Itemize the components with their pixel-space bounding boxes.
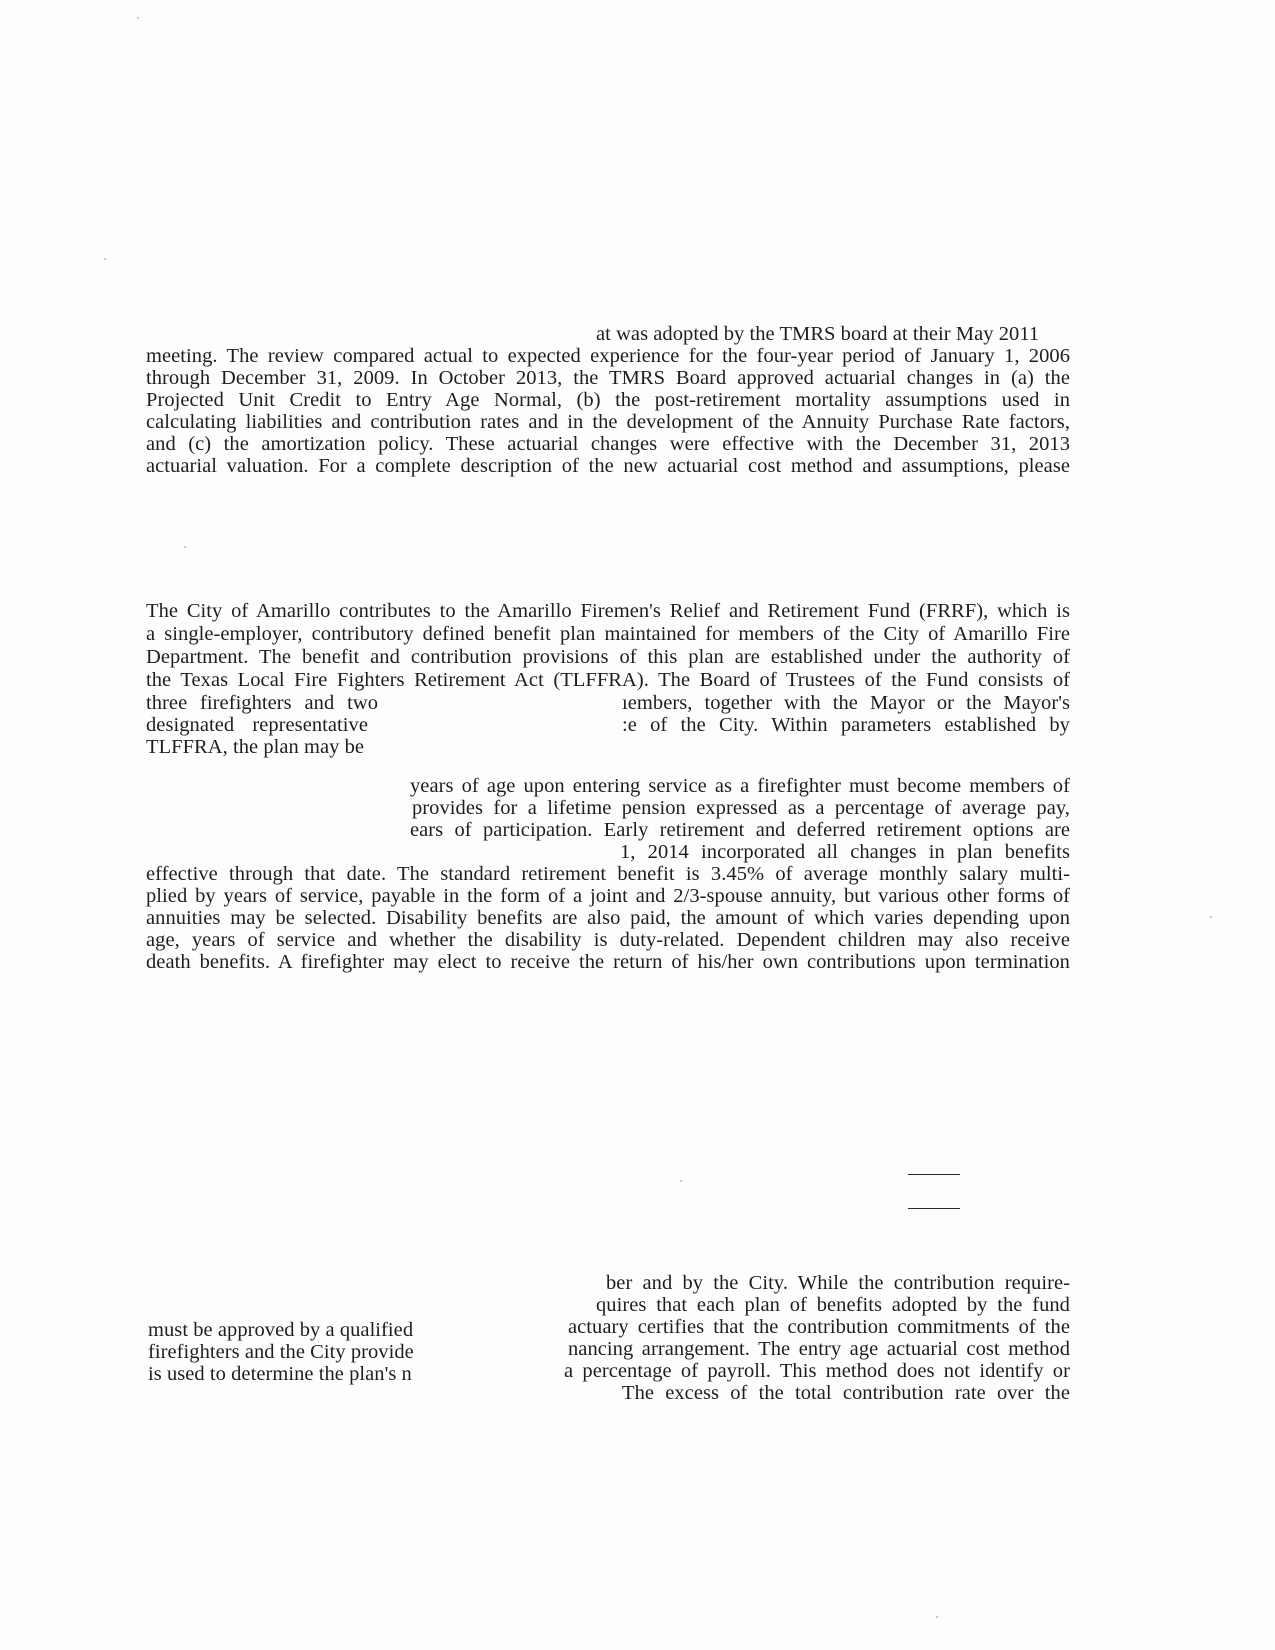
table-rule-1 bbox=[908, 1174, 960, 1175]
paragraph3-line-5: effective through that date. The standard retirement benefit is 3.45% of average monthly salary multi- bbox=[146, 863, 1070, 885]
paragraph1-line-5: calculating liabilities and contribution rates and in the development of the Annuity Purchase Rate factors, bbox=[146, 411, 1070, 433]
paragraph4-right-line-1: ber and by the City. While the contribution require- bbox=[606, 1272, 1070, 1294]
paragraph4-right-line-4: nancing arrangement. The entry age actuarial cost method bbox=[568, 1338, 1070, 1360]
scan-speck bbox=[680, 1180, 682, 1182]
paragraph2-line-5-left: three firefighters and two bbox=[146, 692, 378, 714]
scan-speck bbox=[104, 258, 106, 260]
paragraph1-line-4: Projected Unit Credit to Entry Age Normal, (b) the post-retirement mortality assumptions used in bbox=[146, 389, 1070, 411]
paragraph2-line-1: The City of Amarillo contributes to the Amarillo Firemen's Relief and Retirement Fund (FRRF), which is bbox=[146, 600, 1070, 622]
paragraph2-line-5-right: ıembers, together with the Mayor or the Mayor's bbox=[622, 692, 1070, 714]
paragraph4-right-line-2: quires that each plan of benefits adopted by the fund bbox=[596, 1294, 1070, 1316]
paragraph3-partial-line-3: ears of participation. Early retirement and deferred retirement options are bbox=[410, 819, 1070, 841]
paragraph1-line-3: through December 31, 2009. In October 2013, the TMRS Board approved actuarial changes in (a) the bbox=[146, 367, 1070, 389]
scan-speck bbox=[936, 1616, 938, 1618]
paragraph2-line-7: TLFFRA, the plan may be bbox=[146, 736, 365, 758]
scan-speck bbox=[137, 17, 139, 19]
paragraph4-right-line-6: The excess of the total contribution rate over the bbox=[622, 1382, 1070, 1404]
paragraph3-line-6: plied by years of service, payable in the form of a joint and 2/3-spouse annuity, but various other forms of bbox=[146, 885, 1070, 907]
paragraph2-line-3: Department. The benefit and contribution provisions of this plan are established under the authority of bbox=[146, 646, 1070, 668]
table-rule-2 bbox=[908, 1208, 960, 1209]
paragraph1-line-6: and (c) the amortization policy. These actuarial changes were effective with the December 31, 2013 bbox=[146, 433, 1070, 455]
paragraph2-line-6-left: designated representative bbox=[146, 714, 368, 736]
paragraph4-right-line-5: a percentage of payroll. This method does not identify or bbox=[564, 1360, 1070, 1382]
paragraph3-partial-line-2: provides for a lifetime pension expressed as a percentage of average pay, bbox=[412, 797, 1070, 819]
scan-speck bbox=[1210, 916, 1212, 918]
paragraph2-line-2: a single-employer, contributory defined benefit plan maintained for members of the City of Amarillo Fire bbox=[146, 623, 1070, 645]
paragraph3-partial-line-1: years of age upon entering service as a firefighter must become members of bbox=[410, 775, 1070, 797]
paragraph3-line-8: age, years of service and whether the disability is duty-related. Dependent children may also receive bbox=[146, 929, 1070, 951]
paragraph3-partial-line-4: 1, 2014 incorporated all changes in plan benefits bbox=[620, 841, 1070, 863]
paragraph3-line-9: death benefits. A firefighter may elect to receive the return of his/her own contributions upon termination bbox=[146, 951, 1070, 973]
paragraph3-line-7: annuities may be selected. Disability benefits are also paid, the amount of which varies depending upon bbox=[146, 907, 1070, 929]
paragraph4-right-line-3: actuary certifies that the contribution commitments of the bbox=[568, 1316, 1070, 1338]
scan-speck bbox=[184, 546, 186, 548]
paragraph2-line-6-right: :e of the City. Within parameters established by bbox=[622, 714, 1070, 736]
paragraph1-line-1: at was adopted by the TMRS board at their May 2011 bbox=[596, 323, 1040, 345]
paragraph4-left-line-1: must be approved by a qualified bbox=[148, 1319, 414, 1341]
paragraph2-line-4: the Texas Local Fire Fighters Retirement Act (TLFFRA). The Board of Trustees of the Fund consists of bbox=[146, 669, 1070, 691]
paragraph4-left-line-2: firefighters and the City provide bbox=[148, 1341, 414, 1363]
paragraph1-line-7: actuarial valuation. For a complete description of the new actuarial cost method and assumptions, please bbox=[146, 455, 1070, 477]
paragraph1-line-2: meeting. The review compared actual to expected experience for the four-year period of January 1, 2006 bbox=[146, 345, 1070, 367]
paragraph4-left-line-3: is used to determine the plan's n bbox=[148, 1363, 412, 1385]
